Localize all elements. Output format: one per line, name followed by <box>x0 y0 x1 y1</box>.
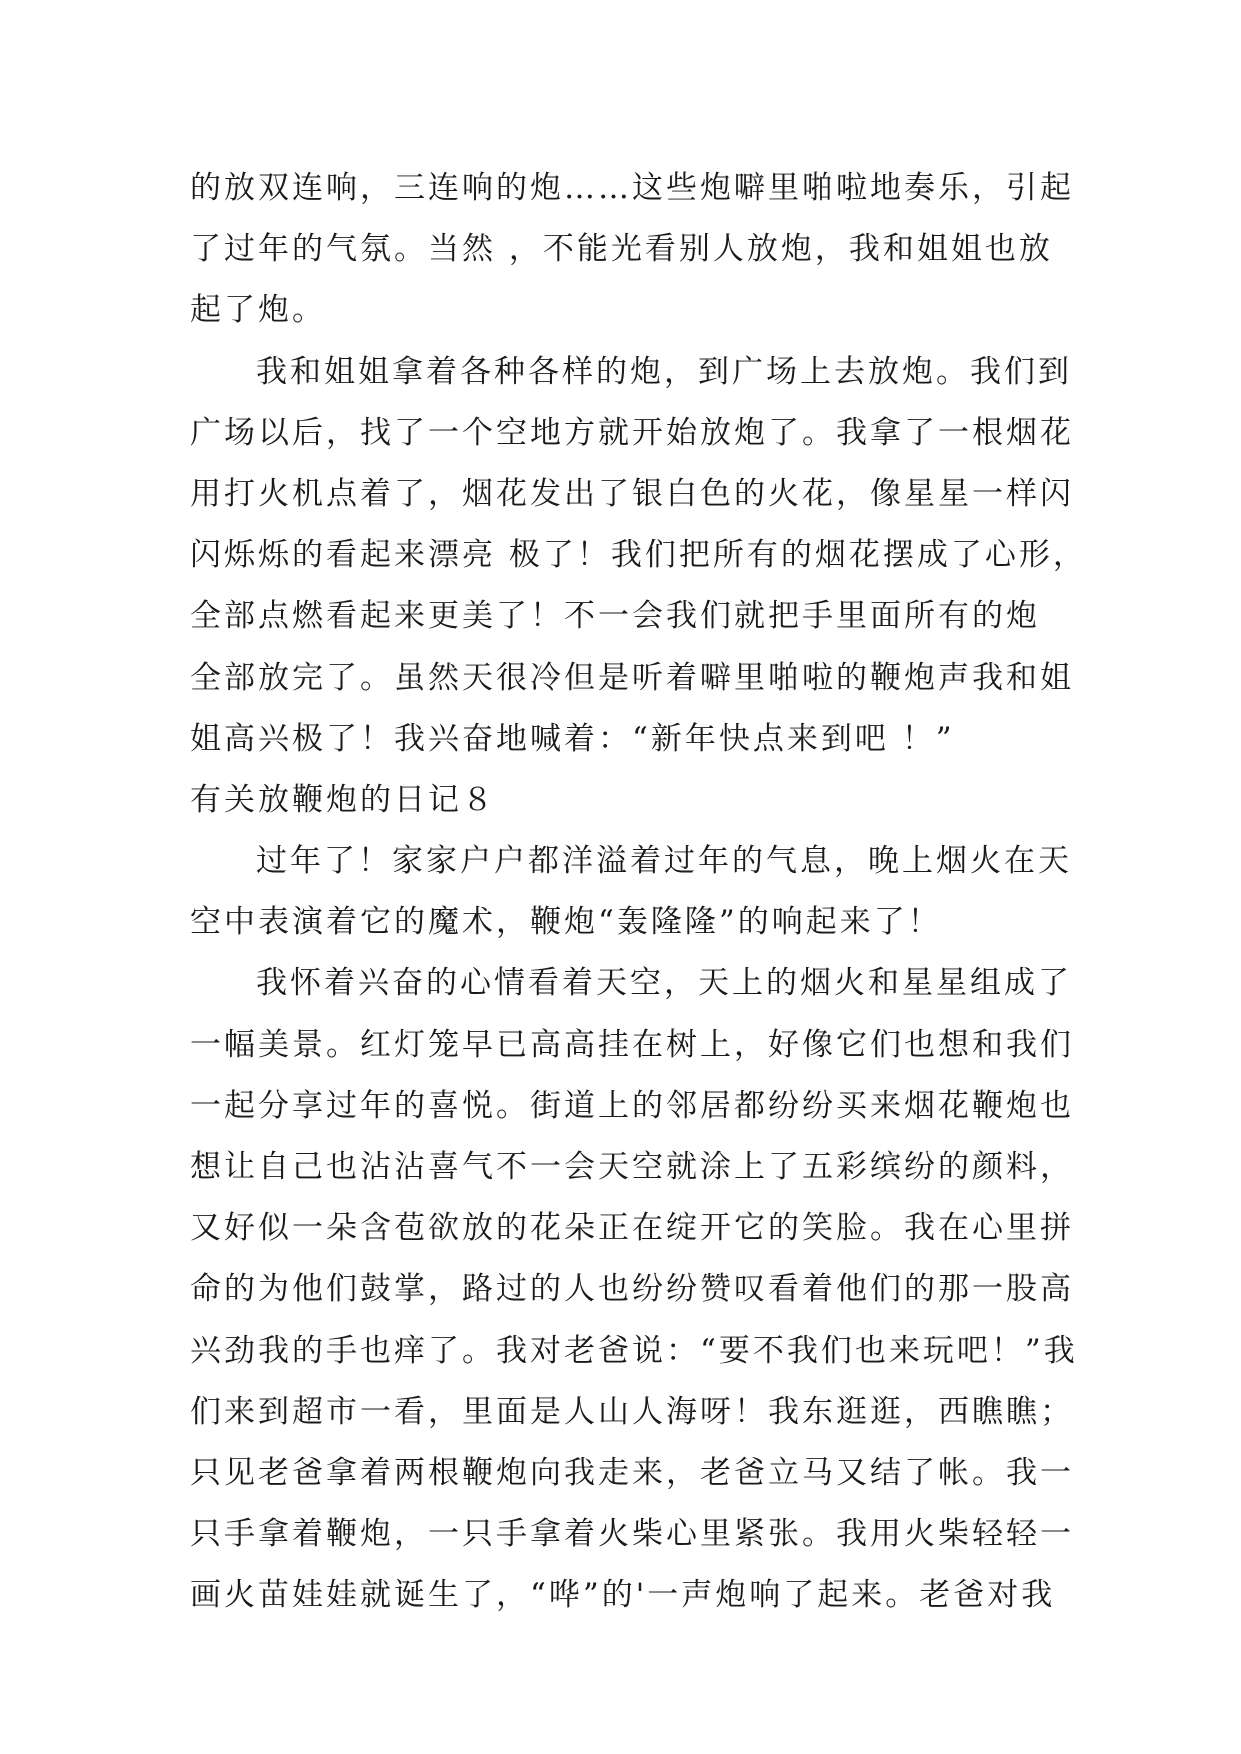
paragraph-start-line: 我和姐姐拿着各种各样的炮，到广场上去放炮。我们到 <box>256 353 1072 390</box>
text-line: 起了炮。 <box>190 292 326 329</box>
text-line: 一起分享过年的喜悦。街道上的邻居都纷纷买来烟花鞭炮也 <box>190 1087 1074 1124</box>
text-line: 只见老爸拿着两根鞭炮向我走来，老爸立马又结了帐。我一 <box>190 1454 1074 1491</box>
text-line: 用打火机点着了，烟花发出了银白色的火花，像星星一样闪 <box>190 475 1074 512</box>
text-line: 了过年的气氛。当然 ，不能光看别人放炮，我和姐姐也放 <box>190 231 1053 268</box>
text-line: 想让自己也沾沾喜气不一会天空就涂上了五彩缤纷的颜料， <box>190 1149 1074 1185</box>
text-line: 全部点燃看起来更美了！不一会我们就把手里面所有的炮 <box>190 598 1040 635</box>
text-line: 全部放完了。虽然天很冷但是听着噼里啪啦的鞭炮声我和姐 <box>190 659 1074 696</box>
text-line: 一幅美景。红灯笼早已高高挂在树上，好像它们也想和我们 <box>190 1026 1074 1063</box>
diary-text <box>190 158 1087 1627</box>
text-line: 只手拿着鞭炮，一只手拿着火柴心里紧张。我用火柴轻轻一 <box>190 1516 1074 1553</box>
text-line: 又好似一朵含苞欲放的花朵正在绽开它的笑脸。我在心里拼 <box>190 1210 1074 1247</box>
text-line: 闪烁烁的看起来漂亮 极了！我们把所有的烟花摆成了心形， <box>190 537 1087 574</box>
text-line: 空中表演着它的魔术，鞭炮“轰隆隆”的响起来了！ <box>190 904 942 941</box>
paragraph-start-line: 过年了！家家户户都洋溢着过年的气息，晚上烟火在天 <box>256 843 1072 880</box>
text-line: 姐高兴极了！我兴奋地喊着：“新年快点来到吧 ！” <box>190 720 955 757</box>
text-line: 命的为他们鼓掌，路过的人也纷纷赞叹看着他们的那一股高 <box>190 1271 1074 1308</box>
text-line: 的放双连响，三连响的炮……这些炮噼里啪啦地奏乐，引起 <box>190 170 1074 206</box>
text-line: 兴劲我的手也痒了。我对老爸说：“要不我们也来玩吧！”我 <box>190 1332 1078 1369</box>
paragraph-start-line: 我怀着兴奋的心情看着天空，天上的烟火和星星组成了 <box>256 965 1072 1002</box>
text-line: 广场以后，找了一个空地方就开始放炮了。我拿了一根烟花 <box>190 414 1074 451</box>
section-title: 有关放鞭炮的日记８ <box>190 781 496 818</box>
text-line: 画火苗娃娃就诞生了，“哗”的'一声炮响了起来。老爸对我 <box>190 1577 1056 1614</box>
text-line: 们来到超市一看，里面是人山人海呀！我东逛逛，西瞧瞧； <box>190 1393 1074 1430</box>
